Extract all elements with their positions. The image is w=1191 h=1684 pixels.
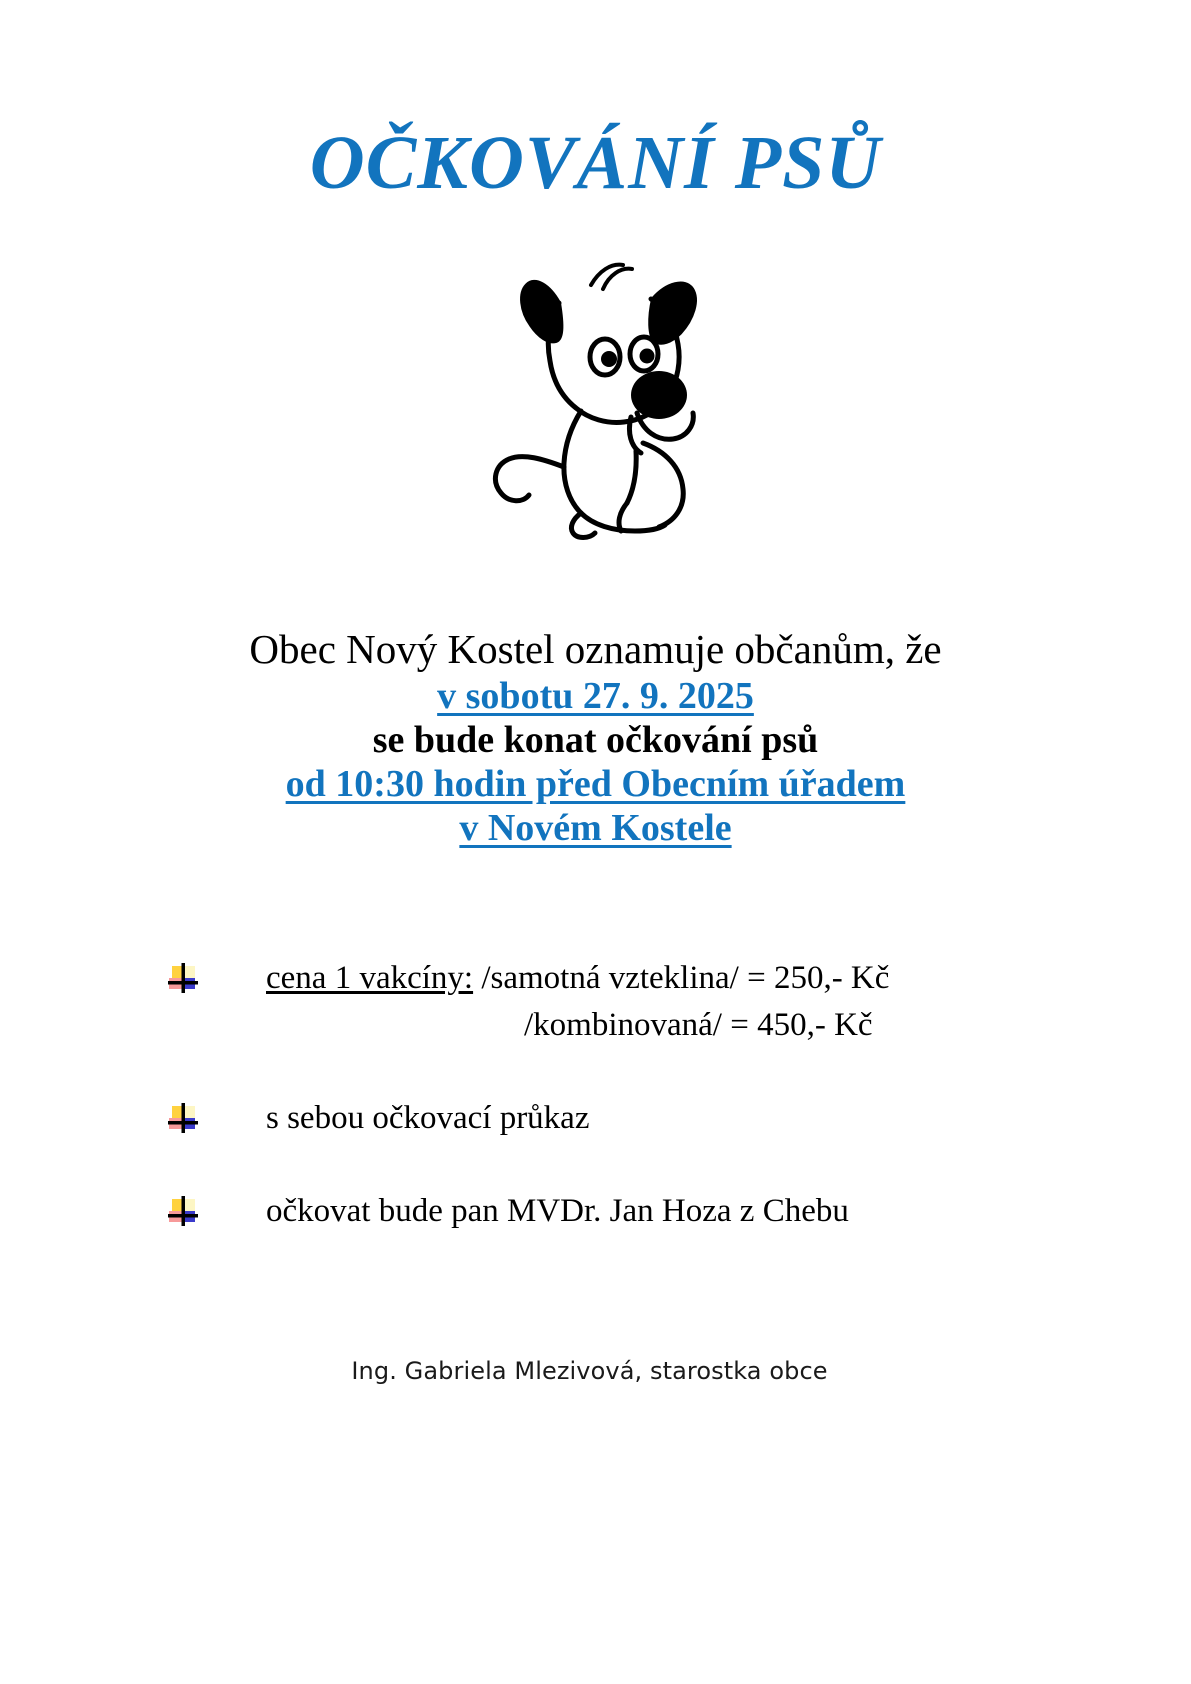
- list-item: [0, 1188, 1191, 1235]
- dog-illustration: [0, 245, 1191, 555]
- price-rabies: /samotná vzteklina/ = 250,- Kč: [473, 960, 890, 996]
- announcement-block: [0, 626, 1191, 850]
- colored-cross-bullet-icon: [166, 961, 200, 995]
- announcement-line-4-text: od 10:30 hodin před Obecním úřadem: [285, 762, 906, 805]
- list-item-vaccination-card: s sebou očkovací průkaz: [266, 1099, 590, 1136]
- list-item: [0, 1095, 1191, 1142]
- page-title: OČKOVÁNÍ PSŮ: [309, 121, 882, 205]
- announcement-line-5-place: [0, 806, 1191, 850]
- announcement-line-2-text: v sobotu 27. 9. 2025: [437, 674, 754, 717]
- price-combined: /kombinovaná/ = 450,- Kč: [524, 1006, 873, 1043]
- list-item-veterinarian: očkovat bude pan MVDr. Jan Hoza z Chebu: [266, 1192, 849, 1229]
- list-item-price: [200, 955, 1191, 1049]
- colored-cross-bullet-icon: [166, 1101, 200, 1135]
- announcement-line-4-place: [0, 762, 1191, 806]
- announcement-line-2-date: [0, 674, 1191, 718]
- announcement-line-3: se bude konat očkování psů: [372, 718, 819, 761]
- signature-line: [0, 1357, 1191, 1385]
- announcement-line-5-text: v Novém Kostele: [459, 806, 732, 849]
- colored-cross-bullet-icon: [166, 1194, 200, 1228]
- info-list: [0, 955, 1191, 1280]
- signature-text: Ing. Gabriela Mlezivová, starostka obce: [351, 1357, 828, 1385]
- list-item: [0, 955, 1191, 1049]
- price-label: cena 1 vakcíny:: [266, 960, 474, 996]
- announcement-line-1: Obec Nový Kostel oznamuje občanům, že: [249, 626, 942, 672]
